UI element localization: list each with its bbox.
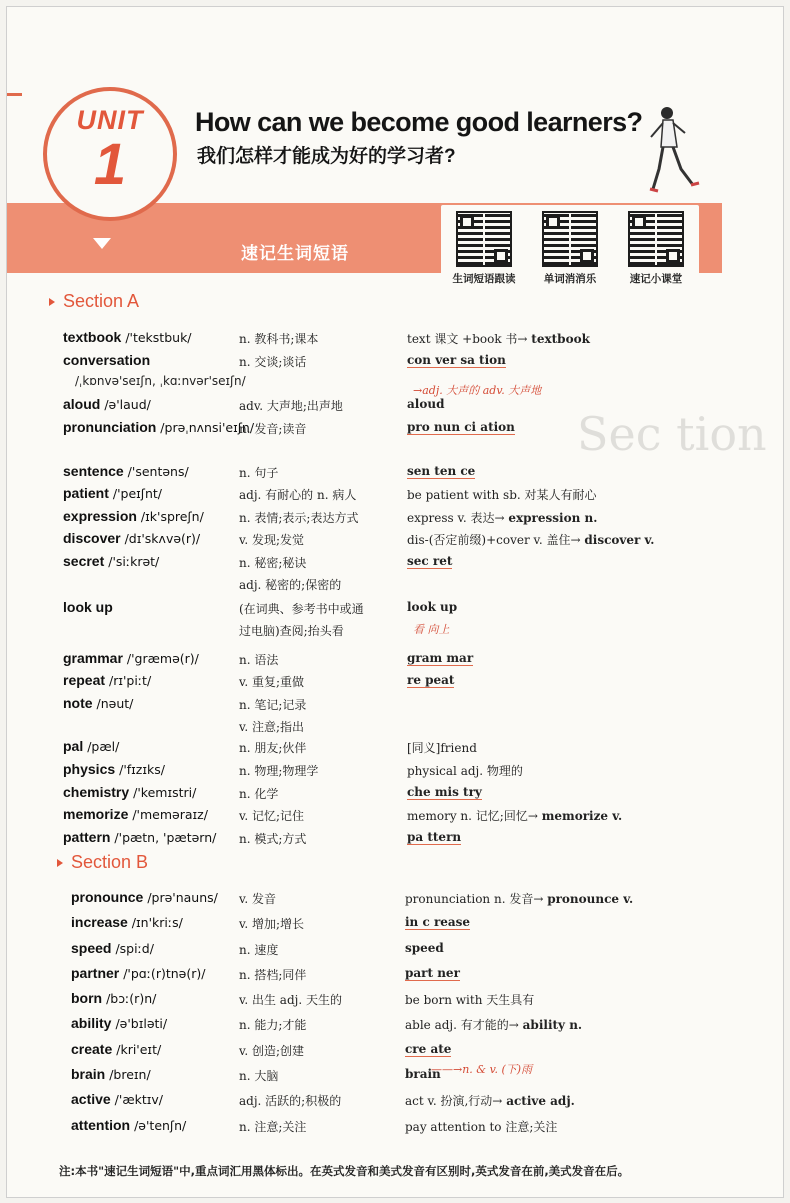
meaning: n. 速度 (239, 943, 279, 957)
syllable-split: in c rease (405, 915, 471, 929)
meaning: v. 创造;创建 (239, 1044, 305, 1058)
syllable-split: sec ret (407, 554, 453, 568)
headword: increase (71, 914, 128, 930)
vocab-word (63, 419, 254, 435)
headword: textbook (63, 329, 122, 345)
headword: attention (71, 1117, 131, 1133)
phonetic: /dɪ'skʌvə(r)/ (120, 531, 201, 546)
meaning: v. 记忆;记住 (239, 809, 305, 823)
vocab-word (63, 508, 204, 524)
meaning: n. 化学 (239, 787, 279, 801)
tip-bold: look up (407, 600, 458, 614)
memory-tip (407, 785, 482, 799)
meaning: v. 增加;增长 (239, 917, 305, 931)
meaning: adj. 有耐心的 n. 病人 (239, 488, 357, 502)
memory-tip (407, 830, 461, 844)
phonetic: /kri'eɪt/ (112, 1042, 162, 1057)
handwritten-annotation: →adj. 大声的 adv. 大声地 (413, 384, 542, 397)
headword: conversation (63, 352, 151, 368)
qr-label: 速记小课堂 (629, 273, 683, 285)
qr-code-icon[interactable] (628, 211, 684, 267)
memory-tip: be patient with sb. 对某人有耐心 (407, 488, 597, 502)
headword: expression (63, 508, 137, 524)
tip-bold: pronounce v. (547, 892, 634, 906)
unit-label: UNIT (76, 105, 144, 135)
headword: secret (63, 553, 105, 569)
phonetic: /'tekstbuk/ (121, 330, 192, 345)
headword: repeat (63, 672, 106, 688)
vocab-word (63, 829, 216, 845)
vocab-word (71, 965, 205, 981)
syllable-split: che mis try (407, 785, 482, 799)
syllable-split: cre ate (405, 1042, 452, 1056)
phonetic: /ə'bɪləti/ (111, 1016, 168, 1031)
triangle-icon (57, 859, 63, 867)
memory-tip: physical adj. 物理的 (407, 764, 523, 778)
meaning-line2: adj. 秘密的;保密的 (239, 578, 342, 592)
meaning: v. 重复;重做 (239, 675, 305, 689)
meaning: v. 发音 (239, 892, 276, 906)
phonetic: /'æktɪv/ (110, 1092, 163, 1107)
meaning: n. 表情;表示;表达方式 (239, 511, 359, 525)
phonetic: /ˌkɒnvə'seɪʃn, ˌkɑːnvər'seɪʃn/ (75, 374, 246, 388)
bleed-through-text: Sec tion (577, 407, 767, 461)
phonetic: /'pætn, 'pætərn/ (110, 830, 217, 845)
memory-tip: memory n. 记忆;回忆→ memorize v. (407, 809, 623, 823)
headword: look up (63, 599, 113, 615)
vocab-word (63, 553, 159, 569)
meaning: n. 模式;方式 (239, 832, 307, 846)
tip-bold: brain (405, 1067, 441, 1081)
syllable-split: part ner (405, 966, 460, 980)
memory-tip (407, 651, 473, 665)
meaning: adj. 活跃的;积极的 (239, 1094, 342, 1108)
memory-tip: able adj. 有才能的→ ability n. (405, 1018, 583, 1032)
headword: memorize (63, 806, 129, 822)
headword: speed (71, 940, 112, 956)
meaning: n. 朋友;伙伴 (239, 741, 307, 755)
phonetic: /'kemɪstri/ (129, 785, 197, 800)
meaning: n. 物理;物理学 (239, 764, 319, 778)
vocab-word (63, 650, 199, 666)
memory-tip (407, 464, 475, 478)
unit-title-zh: 我们怎样才能成为好的学习者? (197, 146, 456, 167)
vocab-word (63, 738, 119, 754)
meaning: n. 句子 (239, 466, 279, 480)
meaning: n. 搭档;同伴 (239, 968, 307, 982)
headword: create (71, 1041, 113, 1057)
vocab-word (63, 352, 150, 368)
meaning: n. 语法 (239, 653, 279, 667)
vocab-word (63, 784, 196, 800)
meaning: n. 大脑 (239, 1069, 279, 1083)
phonetic: /ɪk'spreʃn/ (136, 509, 204, 524)
headword: sentence (63, 463, 124, 479)
vocab-word (63, 329, 192, 345)
memory-tip (407, 554, 452, 568)
vocab-word (63, 672, 151, 688)
headword: physics (63, 761, 116, 777)
memory-tip (405, 941, 444, 955)
tip-bold: ability n. (522, 1018, 583, 1032)
qr-code-icon[interactable] (542, 211, 598, 267)
headword: pronunciation (63, 419, 157, 435)
phonetic: /ə'tenʃn/ (130, 1118, 187, 1133)
headword: brain (71, 1066, 106, 1082)
headword: active (71, 1091, 111, 1107)
phonetic: /nəut/ (92, 696, 134, 711)
headword: aloud (63, 396, 101, 412)
phonetic: /'meməraɪz/ (128, 807, 208, 822)
tip-bold: textbook (531, 332, 590, 346)
phonetic: /pæl/ (83, 739, 120, 754)
down-arrow-icon (93, 238, 111, 249)
memory-tip (407, 600, 457, 614)
phonetic: /'peɪʃnt/ (108, 486, 163, 501)
phonetic: /prə'nauns/ (143, 890, 218, 905)
phonetic: /breɪn/ (105, 1067, 151, 1082)
vocab-word (63, 530, 200, 546)
phonetic: /'siːkrət/ (104, 554, 160, 569)
phonetic: /'græmə(r)/ (122, 651, 199, 666)
phonetic: /'fɪzɪks/ (115, 762, 165, 777)
vocab-word (71, 1015, 167, 1031)
walking-student-illustration (645, 103, 705, 199)
headword: note (63, 695, 93, 711)
memory-tip: act v. 扮演,行动→ active adj. (405, 1094, 575, 1108)
handwritten-annotation: 看 向上 (413, 623, 450, 636)
tip-bold: active adj. (506, 1094, 575, 1108)
memory-tip: pay attention to 注意;关注 (405, 1120, 558, 1134)
memory-tip: pronunciation n. 发音→ pronounce v. (405, 892, 634, 906)
footnote: 注:本书"速记生词短语"中,重点词汇用黑体标出。在英式发音和美式发音有区别时,英式发音在前,美式发音在后。 (59, 1164, 630, 1178)
memory-tip (407, 353, 506, 367)
phonetic: /prəˌnʌnsi'eɪʃn/ (156, 420, 255, 435)
phonetic: /ɪn'kriːs/ (127, 915, 183, 930)
meaning: (在词典、参考书中或通 (239, 602, 364, 616)
phonetic: /bɔː(r)n/ (102, 991, 157, 1006)
meaning: n. 教科书;课本 (239, 332, 319, 346)
memory-tip (405, 966, 460, 980)
vocab-word (63, 806, 208, 822)
memory-tip: express v. 表达→ expression n. (407, 511, 598, 525)
memory-tip: text 课文 +book 书→ textbook (407, 332, 590, 346)
unit-title-en: How can we become good learners? (195, 107, 643, 137)
phonetic: /'pɑː(r)tnə(r)/ (119, 966, 206, 981)
tip-bold: memorize v. (541, 809, 623, 823)
syllable-split: sen ten ce (407, 464, 476, 478)
memory-tip (407, 673, 454, 687)
memory-tip (405, 1042, 451, 1056)
vocab-word (63, 463, 189, 479)
vocab-word (71, 940, 154, 956)
memory-tip (407, 397, 444, 411)
meaning: adv. 大声地;出声地 (239, 399, 343, 413)
unit-number: 1 (93, 132, 127, 197)
syllable-split: re peat (407, 673, 455, 687)
headword: pronounce (71, 889, 144, 905)
section-a-heading: Section A (49, 291, 139, 312)
page (6, 6, 784, 1198)
qr-code-panel (441, 205, 699, 293)
phonetic: /rɪ'piːt/ (105, 673, 152, 688)
meaning-line2: v. 注意;指出 (239, 720, 305, 734)
headword: grammar (63, 650, 123, 666)
vocab-word (71, 990, 156, 1006)
meaning: n. 秘密;秘诀 (239, 556, 307, 570)
phonetic: /ə'laud/ (100, 397, 151, 412)
headword: born (71, 990, 103, 1006)
unit-badge (43, 87, 177, 221)
vocab-word (71, 889, 218, 905)
syllable-split: gram mar (407, 651, 474, 665)
headword: partner (71, 965, 120, 981)
memory-tip (407, 420, 515, 434)
vocab-word (63, 599, 113, 615)
memory-tip: [同义]friend (407, 741, 477, 755)
meaning: n. 笔记;记录 (239, 698, 307, 712)
headword: ability (71, 1015, 112, 1031)
triangle-icon (49, 298, 55, 306)
meaning: n. 注意;关注 (239, 1120, 307, 1134)
syllable-split: con ver sa tion (407, 353, 506, 367)
headword: pal (63, 738, 84, 754)
syllable-split: pro nun ci ation (407, 420, 515, 434)
vocab-word (71, 1091, 163, 1107)
vocab-word (63, 485, 162, 501)
headword: pattern (63, 829, 111, 845)
handwritten-annotation: ——→n. & v. (下)雨 (431, 1063, 533, 1076)
tip-bold: discover v. (584, 533, 655, 547)
vocab-word (63, 761, 165, 777)
vocab-word (63, 396, 151, 412)
phonetic: /'sentəns/ (123, 464, 189, 479)
syllable-split: pa ttern (407, 830, 462, 844)
meaning-line2: 过电脑)查阅;抬头看 (239, 624, 344, 638)
meaning: n. 发音;读音 (239, 422, 307, 436)
vocab-word (71, 914, 183, 930)
memory-tip (405, 915, 470, 929)
vocab-word (71, 1041, 161, 1057)
meaning: n. 交谈;谈话 (239, 355, 307, 369)
headword: chemistry (63, 784, 130, 800)
vocab-word (71, 1117, 186, 1133)
headword: patient (63, 485, 109, 501)
qr-code-icon[interactable] (456, 211, 512, 267)
qr-label: 单词消消乐 (543, 273, 597, 285)
vocab-word (71, 1066, 151, 1082)
vocab-word (63, 695, 133, 711)
banner-title: 速记生词短语 (241, 244, 349, 263)
meaning: v. 出生 adj. 天生的 (239, 993, 342, 1007)
memory-tip: be born with 天生具有 (405, 993, 535, 1007)
phonetic: /spiːd/ (111, 941, 154, 956)
memory-tip: dis-(否定前缀)+cover v. 盖住→ discover v. (407, 533, 655, 547)
headword: discover (63, 530, 121, 546)
meaning: n. 能力;才能 (239, 1018, 307, 1032)
tip-bold: aloud (407, 397, 445, 411)
qr-label: 生词短语跟读 (452, 273, 516, 285)
tip-bold: expression n. (508, 511, 598, 525)
tip-bold: speed (405, 941, 444, 955)
section-b-heading: Section B (57, 852, 148, 873)
meaning: v. 发现;发觉 (239, 533, 305, 547)
